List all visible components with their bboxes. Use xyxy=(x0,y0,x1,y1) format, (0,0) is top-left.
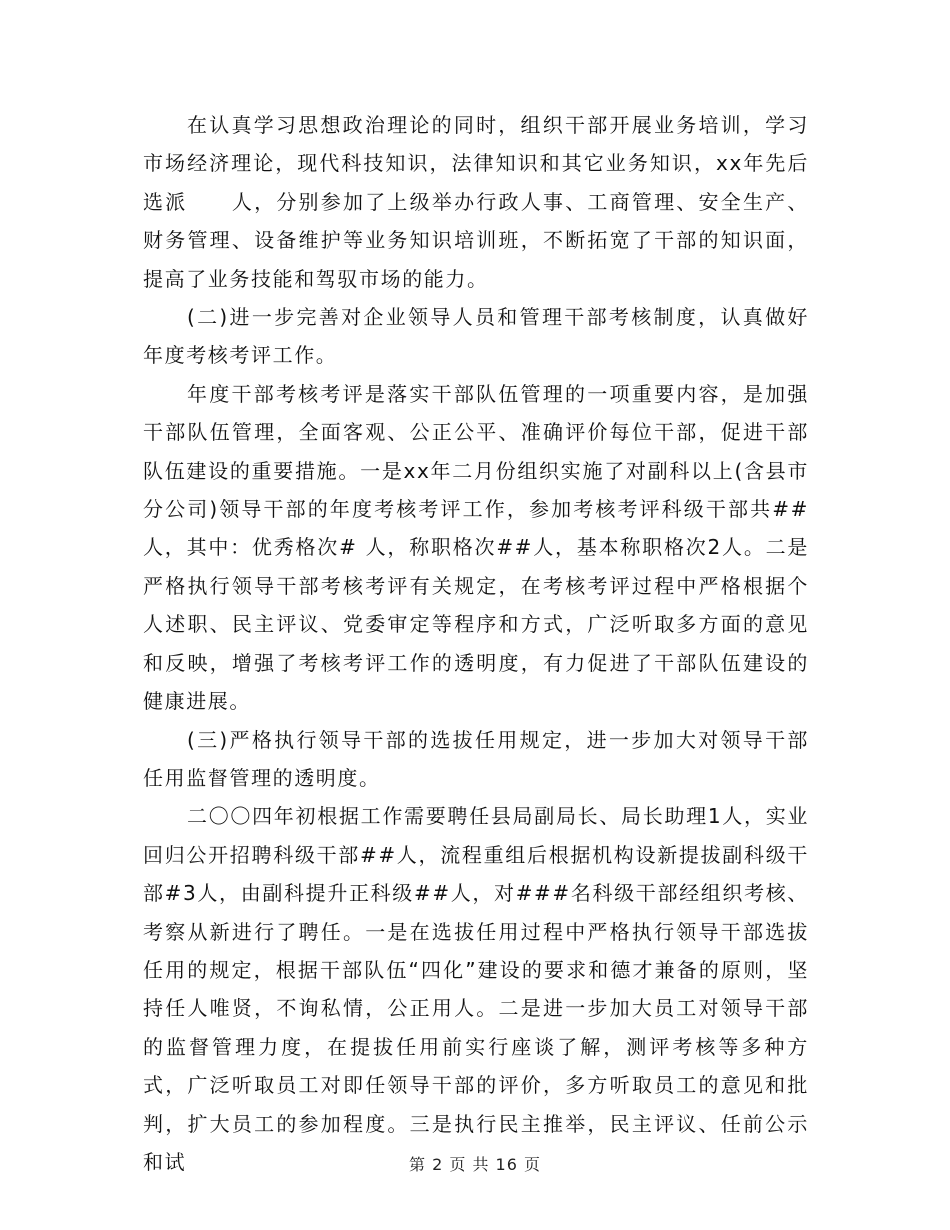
section-heading-2: (二)进一步完善对企业领导人员和管理干部考核制度，认真做好年度考核考评工作。 xyxy=(143,305,809,368)
paragraph-appointment: 二〇〇四年初根据工作需要聘任县局副局长、局长助理1人，实业回归公开招聘科级干部##人，流程重组后根据机构设新提拔副科级干部#3人，由副科提升正科级##人，对###名科级干部经组织考核、考察从新进行了聘任。一是在选拔任用过程中严格执行领导干部选拔任用的规定，根据干部队伍“四化”建设的要求和德才兼备的原则，坚持任人唯贤，不询私情，公正用人。二是进一步加大员工对领导干部的监督管理力度，在提拔任用前实行座谈了解，测评考核等多种方式，广泛听取员工对即任领导干部的评价，多方听取员工的意见和批判，扩大员工的参加程度。三是执行民主推举，民主评议、任前公示和试 xyxy=(143,804,809,1174)
paragraph-training: 在认真学习思想政治理论的同时，组织干部开展业务培训，学习市场经济理论，现代科技知识，法律知识和其它业务知识，xx年先后选派 人，分别参加了上级举办行政人事、工商管理、安全生产、财务管理、设备维护等业务知识培训班，不断拓宽了干部的知识面，提高了业务技能和驾驭市场的能力。 xyxy=(143,113,809,291)
paragraph-annual-assessment: 年度干部考核考评是落实干部队伍管理的一项重要内容，是加强干部队伍管理，全面客观、公正公平、准确评价每位干部，促进干部队伍建设的重要措施。一是xx年二月份组织实施了对副科以上(含县市分公司)领导干部的年度考核考评工作，参加考核考评科级干部共##人，其中：优秀格次# 人，称职格次##人，基本称职格次2人。二是严格执行领导干部考核考评有关规定，在考核考评过程中严格根据个人述职、民主评议、党委审定等程序和方式，广泛听取多方面的意见和反映，增强了考核考评工作的透明度，有力促进了干部队伍建设的健康进展。 xyxy=(143,381,809,714)
section-heading-3: (三)严格执行领导干部的选拔任用规定，进一步加大对领导干部任用监督管理的透明度。 xyxy=(143,727,809,790)
document-body xyxy=(143,106,809,1181)
page-number-footer: 第 2 页 共 16 页 xyxy=(409,1155,541,1174)
